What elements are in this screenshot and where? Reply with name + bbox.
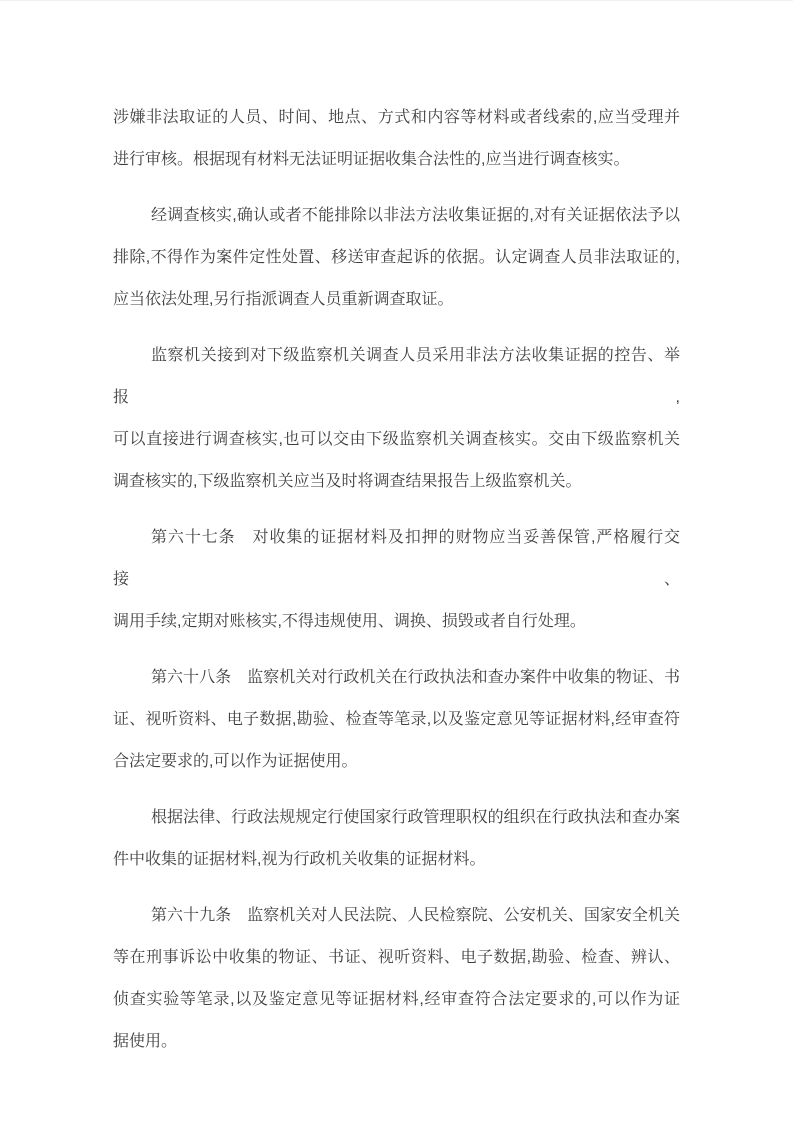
- paragraph: [113, 797, 680, 881]
- text-line: 侦查实验等笔录,以及鉴定意见等证据材料,经审查符合法定要求的,可以作为证: [113, 991, 680, 1008]
- text-line: 证、视听资料、电子数据,勘验、检查等笔录,以及鉴定意见等证据材料,经审查符: [113, 711, 680, 728]
- text-line: 合法定要求的,可以作为证据使用。: [113, 753, 358, 770]
- text-line: 排除,不得作为案件定性处置、移送审查起诉的依据。认定调查人员非法取证的,: [113, 249, 680, 266]
- text-line: 可以直接进行调查核实,也可以交由下级监察机关调查核实。交由下级监察机关: [113, 431, 680, 448]
- paragraph: [113, 335, 680, 503]
- paragraph: [113, 895, 680, 1063]
- text-line: 调查核实的,下级监察机关应当及时将调查结果报告上级监察机关。: [113, 473, 582, 490]
- text-line: 调用手续,定期对账核实,不得违规使用、调换、损毁或者自行处理。: [113, 613, 586, 630]
- paragraph: [113, 517, 680, 643]
- text-line: 等在刑事诉讼中收集的物证、书证、视听资料、电子数据,勘验、检查、辨认、: [113, 949, 680, 966]
- text-line: 涉嫌非法取证的人员、时间、地点、方式和内容等材料或者线索的,应当受理并: [113, 109, 680, 126]
- text-line: 应当依法处理,另行指派调查人员重新调查取证。: [113, 291, 454, 308]
- paragraph: [113, 97, 680, 181]
- text-line: 经调查核实,确认或者不能排除以非法方法收集证据的,对有关证据依法予以: [151, 207, 680, 224]
- text-line: 第六十八条 监察机关对行政机关在行政执法和查办案件中收集的物证、书: [151, 669, 680, 686]
- text-line: 件中收集的证据材料,视为行政机关收集的证据材料。: [113, 851, 486, 868]
- paragraph: [113, 195, 680, 321]
- text-line: 进行审核。根据现有材料无法证明证据收集合法性的,应当进行调查核实。: [113, 151, 630, 168]
- paragraph: [113, 657, 680, 783]
- text-line: 根据法律、行政法规规定行使国家行政管理职权的组织在行政执法和查办案: [151, 809, 680, 826]
- text-line: 第六十九条 监察机关对人民法院、人民检察院、公安机关、国家安全机关: [151, 907, 680, 924]
- document-body: [113, 97, 680, 1063]
- text-line: 第六十七条 对收集的证据材料及扣押的财物应当妥善保管,严格履行交接、: [113, 529, 680, 588]
- text-line: 监察机关接到对下级监察机关调查人员采用非法方法收集证据的控告、举报,: [113, 347, 680, 406]
- text-line: 据使用。: [113, 1033, 178, 1050]
